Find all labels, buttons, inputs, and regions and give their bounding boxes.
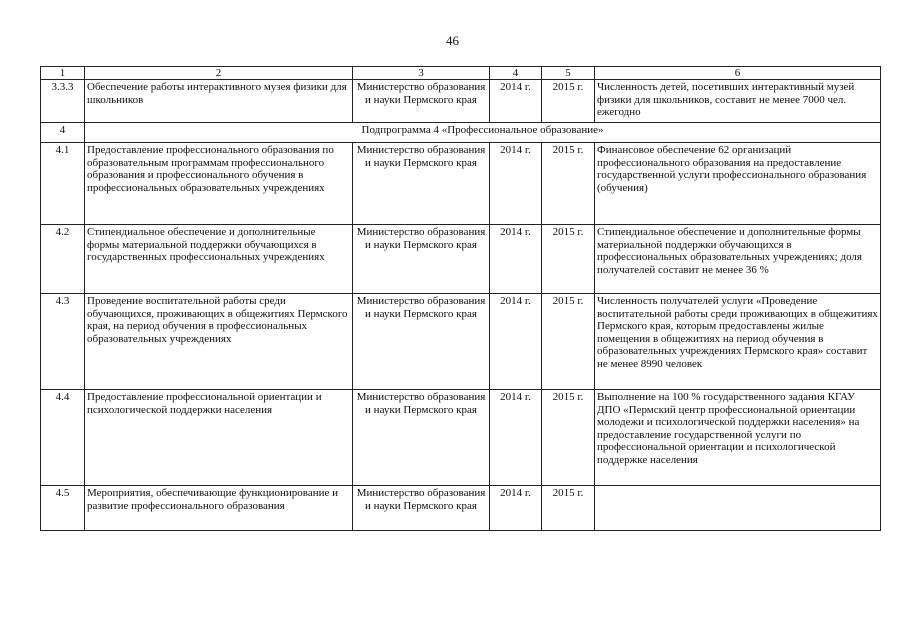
row-start-year: 2014 г.	[490, 225, 542, 294]
column-number-5: 5	[542, 67, 595, 80]
row-number: 4.5	[41, 486, 85, 531]
column-number-3: 3	[353, 67, 490, 80]
column-number-2: 2	[85, 67, 353, 80]
column-number-6: 6	[595, 67, 881, 80]
row-number: 4.1	[41, 143, 85, 225]
row-start-year: 2014 г.	[490, 80, 542, 123]
row-expected-result: Выполнение на 100 % государственного задания КГАУ ДПО «Пермский центр профессиональной ориентации молодежи и психологической поддержки населения» на предоставление государственной услуги по профессиональной ориентации и психологической поддержке населения	[595, 390, 881, 486]
row-executor: Министерство образования и науки Пермского края	[353, 390, 490, 486]
row-start-year: 2014 г.	[490, 143, 542, 225]
table-row	[41, 80, 881, 123]
row-number: 4.2	[41, 225, 85, 294]
column-number-1: 1	[41, 67, 85, 80]
table-row	[41, 143, 881, 225]
row-end-year: 2015 г.	[542, 225, 595, 294]
row-expected-result: Стипендиальное обеспечение и дополнительные формы материальной поддержки обучающихся в профессиональных образовательных учреждениях; доля получателей составит не менее 36 %	[595, 225, 881, 294]
row-expected-result: Финансовое обеспечение 62 организаций профессионального образования на предоставление государственной услуги профессионального образования (обучения)	[595, 143, 881, 225]
subprogram-row	[41, 123, 881, 143]
row-measure-name: Стипендиальное обеспечение и дополнительные формы материальной поддержки обучающихся в государственных профессиональных учреждениях	[85, 225, 353, 294]
page-number: 46	[446, 33, 459, 48]
table-row	[41, 225, 881, 294]
row-executor: Министерство образования и науки Пермского края	[353, 486, 490, 531]
row-end-year: 2015 г.	[542, 143, 595, 225]
row-number: 3.3.3	[41, 80, 85, 123]
row-start-year: 2014 г.	[490, 390, 542, 486]
subprogram-number: 4	[41, 123, 85, 143]
row-end-year: 2015 г.	[542, 80, 595, 123]
row-measure-name: Проведение воспитательной работы среди обучающихся, проживающих в общежитиях Пермского края, на период обучения в профессиональных образовательных учреждениях	[85, 294, 353, 390]
table-row	[41, 294, 881, 390]
row-end-year: 2015 г.	[542, 294, 595, 390]
row-executor: Министерство образования и науки Пермского края	[353, 294, 490, 390]
column-number-4: 4	[490, 67, 542, 80]
row-executor: Министерство образования и науки Пермского края	[353, 225, 490, 294]
subprogram-title: Подпрограмма 4 «Профессиональное образование»	[85, 123, 881, 143]
row-executor: Министерство образования и науки Пермского края	[353, 80, 490, 123]
row-measure-name: Предоставление профессионального образования по образовательным программам профессионального образования и профессионального обучения в профессиональных образовательных учреждениях	[85, 143, 353, 225]
table-row	[41, 486, 881, 531]
row-measure-name: Мероприятия, обеспечивающие функционирование и развитие профессионального образования	[85, 486, 353, 531]
row-start-year: 2014 г.	[490, 486, 542, 531]
row-start-year: 2014 г.	[490, 294, 542, 390]
table-row	[41, 390, 881, 486]
row-measure-name: Обеспечение работы интерактивного музея физики для школьников	[85, 80, 353, 123]
row-expected-result: Численность детей, посетивших интерактивный музей физики для школьников, составит не менее 7000 чел. ежегодно	[595, 80, 881, 123]
row-measure-name: Предоставление профессиональной ориентации и психологической поддержки населения	[85, 390, 353, 486]
table-header-row	[41, 67, 881, 80]
row-end-year: 2015 г.	[542, 486, 595, 531]
row-expected-result	[595, 486, 881, 531]
row-expected-result: Численность получателей услуги «Проведение воспитательной работы среди проживающих в общежитиях Пермского края, которым предоставлены жилые помещения в общежитиях на период обучения в образовательных учреждениях Пермского края» составит не менее 8990 человек	[595, 294, 881, 390]
row-executor: Министерство образования и науки Пермского края	[353, 143, 490, 225]
row-number: 4.4	[41, 390, 85, 486]
program-table	[40, 66, 881, 531]
row-end-year: 2015 г.	[542, 390, 595, 486]
row-number: 4.3	[41, 294, 85, 390]
